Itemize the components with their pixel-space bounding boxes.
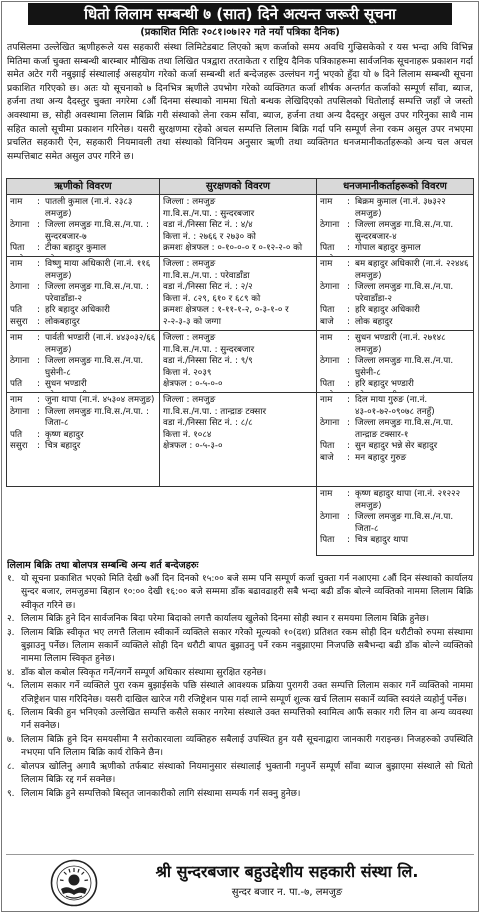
field-separator (347, 489, 355, 512)
field-separator (347, 243, 355, 255)
guarantor-field (320, 441, 470, 453)
field-label: ठेगाना (320, 220, 340, 231)
field-label: ठेगाना (320, 356, 340, 367)
security-line: वडा नं./निस्सा सिट नं. : ८/८ (163, 418, 253, 429)
field-value: हरि बहादुर अधिकारी (355, 305, 420, 316)
security-line: वडा नं./निस्सा सिट नं. : २/२ (163, 282, 253, 293)
field-value: चित्र बहादुर थापा (355, 535, 409, 546)
guarantor-field (320, 305, 470, 317)
field-separator (347, 418, 355, 441)
guarantor-field (320, 453, 470, 465)
field-value: जिल्ला लमजुङ गा.वि.स./न.पा. : परेवाडाँडा-२ (45, 282, 149, 304)
security-line: कित्ता नं. २०३९ (163, 367, 212, 378)
field-separator (347, 379, 355, 391)
guarantor-field (320, 259, 470, 282)
condition-item (7, 627, 473, 667)
field-value: पार्वती भण्डारी (ना.नं. ४४३०३२/६६ लमजुङ) (45, 333, 156, 355)
field-label: ठेगाना (10, 406, 30, 417)
field-separator (347, 453, 355, 465)
details-table (6, 178, 474, 556)
organization-address: सुन्दर बजार न. पा.-७, लमजुङ (231, 887, 343, 898)
field-label: ठेगाना (320, 512, 340, 523)
condition-item (7, 707, 473, 734)
field-value: सुन बहादुर भन्ने सेर बहादुर (355, 441, 438, 452)
field-label: ससुरा (10, 441, 28, 452)
condition-number: ४. (7, 667, 15, 678)
field-value: जुना थापा (ना.नं. ४५३०४ लमजुङ) (45, 395, 155, 405)
guarantor-field (320, 395, 470, 418)
field-separator (347, 197, 355, 220)
security-line: कित्ता नं. ८२९, ६१० र ६८९ को (163, 293, 261, 304)
condition-number: ७. (7, 734, 15, 745)
conditions-heading: लिलाम बिक्रि तथा बोलपत्र सम्बन्धि अन्य शर्त बन्देजहरुः (7, 560, 199, 571)
notice-title: धितो लिलाम सम्बन्धी ७ (सात) दिने अत्यन्त जरूरी सूचना (28, 3, 452, 25)
field-value: कृष्ण बहादुर (45, 429, 84, 440)
header-security-details: सुरक्षणको विवरण (160, 178, 317, 195)
condition-text: बोलपत्र खोलिनु अगावै ऋणीको तर्फबाट संस्थाको नियमानुसार संस्थालाई भुक्तानी गनुपर्ने सम्पूर्ण साँवा ब्याज बुझाएमा संस्थाले सो धितो लिलाम बिक्रि रद्द गर्न सक्नेछ। (21, 761, 473, 786)
security-line: जिल्ला : लमजुङ (163, 395, 216, 405)
borrower-field (10, 333, 156, 356)
borrower-field (10, 379, 156, 391)
borrower-field (10, 407, 156, 430)
field-label: पति (10, 379, 23, 390)
intro-paragraph: तपसिलमा उल्लेखित ऋणीहरूले यस सहकारी संस्था लिमिटेडबाट लिएको ऋण कर्जाको समय अवधि गुज्रिसकेको र यस भन्दा अघि विभिन्न मितिमा कर्जा चुक्ता सम्बन्धी बारम्बार मौखिक तथा लिखित पत्रद्वारा तरताकेता र राष्ट्रिय दैनिक पत्रिकाहरूमा सार्वजनिक सूचनाहरू प्रकाशन गर्दा समेत अटेर गरी नबुझाई संस्थालाई असहयोग गरेको कर्जा सम्बन्धी शर्त बन्देजहरू उल्लंघन गर्नु भएको हुँदा यो ७ दिने लिलाम सम्बन्धी सूचना प्रकाशित गरिएको छ। अतः यो सूचनाको ७ दिनभित्र ऋणीले उपभोग गरेको व्यक्तिगत कर्जा शीर्षक अन्तर्गत कर्जाको सम्पूर्ण साँवा, ब्याज, हर्जना तथा अन्य दैदस्तुर चुक्ता नगरेमा ८औं दिनमा संस्थाको नाममा धितो बन्धक लेखिदिएको तपसिलको धितोलाई सम्पत्ति जहाँ जे जस्तो अवस्थामा छ, सोही अवस्थामा लिलाम बिक्रि गरी संस्थाको लेना रकम साँवा, ब्याज, हर्जना तथा अन्य दैदस्तुर असुल उपर गरिनुका साथै नाम सहित कालो सूचीमा प्रकाशन गरिनेछ। यसरी सुरक्षणमा रहेको अचल सम्पत्ति लिलाम बिक्रि गर्दा पनि सम्पूर्ण लेना रकम असुल उपर नभएमा प्रचलित सहकारी ऐन, सहकारी नियमावली तथा संस्थाको विनियम अनुसार ऋणी तथा व्यक्तिगत धनजमानीकर्ताहरूको अन्य चल अचल सम्पत्तिबाट समेत असुल उपर गरिने छ। (7, 42, 473, 162)
security-line: कित्ता नं. १०८४ (163, 429, 212, 440)
guarantor-cell (317, 257, 474, 331)
security-line: गा.वि.स./न.पा. : परेवाडाँडा (163, 270, 250, 281)
guarantor-field (320, 282, 470, 305)
condition-text: लिलाम बिकी हुन भनिएको उल्लेखित सम्पत्ति कसैले सकार नगरेमा संस्थाले उक्त सम्पत्तिको स्वामित्व आफैं सकार गरी लिन वा अन्य व्यवस्था गर्न सक्नेछ। (21, 708, 473, 732)
field-value: मन बहादुर गुरुङ (355, 452, 407, 463)
borrower-field (10, 305, 156, 317)
guarantor-field (320, 418, 470, 441)
empty-cell (6, 487, 317, 556)
field-separator (347, 512, 355, 535)
borrower-field (10, 220, 156, 243)
guarantor-cell (317, 195, 474, 257)
borrower-cell (6, 331, 160, 393)
guarantor-cell (317, 393, 474, 487)
security-line: वडा नं./निस्सा सिट नं. : ४/४ (163, 220, 253, 231)
field-label: ठेगाना (320, 282, 340, 293)
field-label: पिता (320, 535, 335, 546)
field-separator (347, 317, 355, 329)
field-separator (37, 407, 45, 430)
guarantor-field (320, 243, 470, 255)
field-value: टीका बहादुर कुमाल (45, 243, 107, 254)
field-label: नाम (10, 197, 23, 207)
condition-text: लिलाम बिक्रि हुने दिन समयसीमा नै सरोकारवाला व्यक्तिहरु सबैलाई उपस्थित हुन यसै सूचनाद्वारा जानकारी गराइन्छ। निजहरुको उपस्थिति नभएमा पनि लिलाम बिक्रि कार्य रोकिने छैन। (21, 734, 473, 759)
field-value: बिक्रम कुमाल (ना.नं. ३७३२२ लमजुङ) (355, 197, 446, 219)
condition-item (7, 788, 473, 801)
field-value: जिल्ला लमजुङ गा.वि.स./न.पा. तान्द्राङ टक्सार-१ (355, 418, 454, 440)
security-line: कित्ता नं. : २७६६ र २७३० को (163, 231, 256, 242)
field-separator (347, 395, 355, 418)
field-label: नाम (320, 333, 333, 343)
borrower-cell (6, 393, 160, 487)
condition-text: लिलाम सकार गर्ने व्यक्तिले पुरा रकम बुझाईसके पछि संस्थाले आवश्यक प्रक्रिया पुरागरी उक्त सम्पत्ति लिलाम सकार गर्ने व्यक्तिको नाममा रजिष्ट्रेशन पास गरिदिनेछ। यसरी दाखिल खारेज गरी रजिष्ट्रेशन पास गर्दा लाग्ने सम्पूर्ण शुल्क खर्च लिलाम सकार्ने व्यक्ति स्वयंले व्यहोर्नु पर्नेछ। (21, 681, 473, 705)
field-value: विष्णु माया अधिकारी (ना.नं. ११६ लमजुङ) (45, 259, 151, 281)
field-separator (37, 441, 45, 453)
guarantor-cell (317, 487, 474, 556)
publication-date: (प्रकाशित मितिः २०८१।०७।२२ गते नयाँ पत्रिका दैनिक) (140, 27, 340, 38)
security-line: जिल्ला : लमजुङ (163, 333, 216, 343)
field-separator (347, 333, 355, 356)
field-label: नाम (10, 333, 23, 343)
field-value: जिल्ला लमजुङ गा.वि.स./न.पा. सुन्दरबजार-४ (355, 220, 454, 242)
field-separator (37, 220, 45, 243)
field-separator (347, 356, 355, 379)
field-separator (37, 243, 45, 255)
field-separator (347, 282, 355, 305)
security-line: क्रमशः क्षेत्रफल : ०-१०-०-० र ०-१२-२-० को (163, 243, 303, 254)
field-separator (347, 220, 355, 243)
condition-text: लिलाम बिक्रि स्वीकृत भए लगत्तै लिलाम स्वीकार्ने व्यक्तिले सकार गरेको मूल्यको १०(दश) प्रतिशत रकम सोही दिन धरौटीको रुपमा संस्थामा बुझाउनु पर्नेछ। लिलाम सकार्ने व्यक्तिले सोही दिन धरौटी बापत बुझाउनु पर्ने रकम नबुझाएमा निजपछि सबैभन्दा बढी डाँक बोल्ने व्यक्तिको नाममा लिलाम स्विकृत हुनेछ। (21, 627, 473, 665)
field-value: दिल माया गुरुङ (ना.नं. ४३-०१-७२-०९०७८ तनहुँ) (355, 395, 435, 417)
field-label: ससुरा (10, 316, 28, 327)
field-label: ठेगाना (10, 220, 30, 231)
condition-number: २. (7, 614, 15, 625)
field-value: गोपाल बहादुर कुमाल (355, 243, 421, 254)
condition-item (7, 734, 473, 761)
field-separator (37, 430, 45, 442)
security-cell (160, 331, 317, 393)
guarantor-field (320, 535, 470, 547)
guarantor-field (320, 317, 470, 329)
security-line: क्षेत्रफल : ०-५-०-० (163, 379, 223, 390)
condition-number: १. (7, 574, 15, 584)
cooperative-emblem-icon (50, 859, 98, 907)
field-separator (37, 317, 45, 329)
guarantor-field (320, 489, 470, 512)
condition-text: लिलाम बिक्रि हुने सम्पत्तिको बिस्तृत जानकारीको लागि संस्थामा सम्पर्क गर्न सक्नु हुनेछ। (21, 788, 301, 799)
condition-number: ९. (7, 788, 15, 799)
borrower-field (10, 243, 156, 255)
field-label: ठेगाना (10, 356, 30, 367)
field-separator (37, 333, 45, 356)
field-separator (37, 395, 45, 407)
borrower-field (10, 197, 156, 220)
security-cell (160, 195, 317, 257)
field-value: हरि बहादुर अधिकारी (45, 305, 110, 316)
field-separator (37, 197, 45, 220)
condition-text: लिलाम बिक्रि हुने दिन सार्वजनिक बिदा परेमा बिदाको लगत्तै कार्यालय खुलेको दिनमा सोही स्थान र समयमा लिलाम बिक्रि हुनेछ। (21, 614, 430, 625)
field-label: नाम (10, 259, 23, 269)
condition-number: ३. (7, 627, 15, 638)
field-label: बाजे (320, 316, 334, 327)
field-value: जिल्ला लमजुङ गा.वि.स./न.पा. जिता-८ (355, 512, 454, 534)
condition-item (7, 573, 473, 613)
field-value: जिल्ला लमजुङ गा.वि.स./न.पा. परेवाडाँडा-२ (355, 282, 454, 304)
field-value: हरि बहादुर भण्डारी (355, 379, 414, 390)
field-label: बाजे (320, 452, 334, 463)
field-label: नाम (320, 395, 333, 405)
field-separator (37, 259, 45, 282)
field-label: पिता (320, 305, 335, 316)
guarantor-field (320, 512, 470, 535)
security-line: गा.वि.स./न.पा. : तान्द्राङ टक्सार (163, 406, 267, 417)
guarantor-field (320, 356, 470, 379)
condition-number: ६. (7, 708, 15, 719)
field-label: नाम (320, 259, 333, 269)
security-line: जिल्ला : लमजुङ (163, 197, 216, 207)
field-value: पातली कुमाल (ना.नं. २३८३ लमजुङ) (45, 197, 133, 219)
security-line: क्रमशः क्षेत्रफल : १-११-१-२, ०-३-१-० र २-२-३-३ को जग्गा (163, 305, 289, 327)
field-value: जिल्ला लमजुङ गा.वि.स./न.पा. घुसेनी-८ (45, 356, 144, 378)
field-separator (347, 305, 355, 317)
field-value: कृष्ण बहादुर थापा (ना.नं. २१२२२ लमजुङ) (355, 489, 461, 511)
condition-number: ८. (7, 761, 15, 772)
field-separator (37, 356, 45, 379)
condition-item (7, 613, 473, 626)
field-label: पिता (320, 441, 335, 452)
field-value: जिल्ला लमजुङ गा.वि.स./न.पा. : जिता-८ (45, 406, 149, 429)
field-separator (37, 282, 45, 305)
header-borrower-details: ऋणीको विवरण (6, 178, 160, 195)
conditions-list (7, 573, 473, 801)
field-value: लोकबहादुर (45, 316, 80, 327)
borrower-field (10, 430, 156, 442)
field-separator (37, 305, 45, 317)
condition-number: ५. (7, 681, 15, 692)
organization-name: श्री सुन्दरबजार बहुउद्देशीय सहकारी संस्था लि. (155, 862, 419, 881)
guarantor-field (320, 379, 470, 391)
field-value: लोक बहादुर (355, 316, 393, 327)
borrower-cell (6, 257, 160, 331)
field-label: पति (10, 429, 23, 440)
conditions-section (7, 559, 473, 851)
borrower-field (10, 356, 156, 379)
field-label: पति (10, 305, 23, 316)
borrower-field (10, 441, 156, 453)
guarantor-field (320, 220, 470, 243)
borrower-field (10, 282, 156, 305)
field-value: जिल्ला लमजुङ गा.वि.स./न.पा. : सुन्दरबजार-७ (45, 220, 149, 242)
field-label: पिता (320, 243, 335, 254)
field-separator (347, 259, 355, 282)
field-label: नाम (10, 395, 23, 405)
condition-item (7, 761, 473, 788)
security-line: क्षेत्रफल : ०-५-३-० (163, 441, 223, 452)
security-line: जिल्ला : लमजुङ (163, 259, 216, 269)
security-line: गा.वि.स./न.पा. : सुन्दरबजार (163, 344, 255, 355)
condition-item (7, 680, 473, 707)
security-cell (160, 393, 317, 487)
field-separator (347, 441, 355, 453)
security-line: वडा नं./निस्सा सिट नं. : ९/९ (163, 356, 253, 367)
field-value: सुधन भण्डारी (45, 379, 87, 390)
guarantor-cell (317, 331, 474, 393)
field-label: पिता (10, 243, 25, 254)
field-label: पिता (320, 379, 335, 390)
header-guarantor-details: धनजमानीकर्ताहरूको विवरण (317, 178, 474, 195)
footer (6, 854, 474, 911)
field-separator (37, 379, 45, 391)
field-separator (347, 535, 355, 547)
field-value: जिल्ला लमजुङ गा.वि.स./न.पा. घुसेनी-८ (355, 356, 454, 378)
borrower-cell (6, 195, 160, 257)
guarantor-field (320, 333, 470, 356)
field-value: बम बहादुर अधिकारी (ना.नं. २२४४६ लमजुङ) (355, 259, 469, 281)
field-value: चित्र बहादुर (45, 441, 81, 452)
condition-text: यो सूचना प्रकाशित भएको मिति देखी ७औं दिन दिनको १५:०० बजे सम्म पनि सम्पूर्ण कर्जा चुक्ता गर्न नआएमा ८औं दिन संस्थाको कार्यालय सुन्दर बजार, लमजुङमा बिहान १०:०० देखी १६:०० बजे सम्ममा डाँक बढावढाहरी सबै भन्दा बढी डाँक बोल्ने व्यक्तिको नाममा लिलाम बिक्रि स्वीकृत गरिने छ। (21, 574, 473, 611)
borrower-field (10, 395, 156, 407)
security-cell (160, 257, 317, 331)
security-line: गा.वि.स./न.पा. : सुन्दरबजार (163, 208, 255, 219)
borrower-field (10, 259, 156, 282)
field-label: ठेगाना (10, 282, 30, 293)
guarantor-field (320, 197, 470, 220)
condition-item (7, 667, 473, 680)
field-label: नाम (320, 197, 333, 207)
field-label: ठेगाना (320, 418, 340, 429)
field-label: नाम (320, 489, 333, 499)
borrower-field (10, 317, 156, 329)
field-value: सुधन भण्डारी (ना.नं. २७१४८ लमजुङ) (355, 333, 446, 355)
condition-text: डाँक बोल कबोल स्विकृत गर्ने/नगर्ने सम्पूर्ण अधिकार संस्थामा सुरक्षित रहनेछ। (21, 667, 267, 678)
